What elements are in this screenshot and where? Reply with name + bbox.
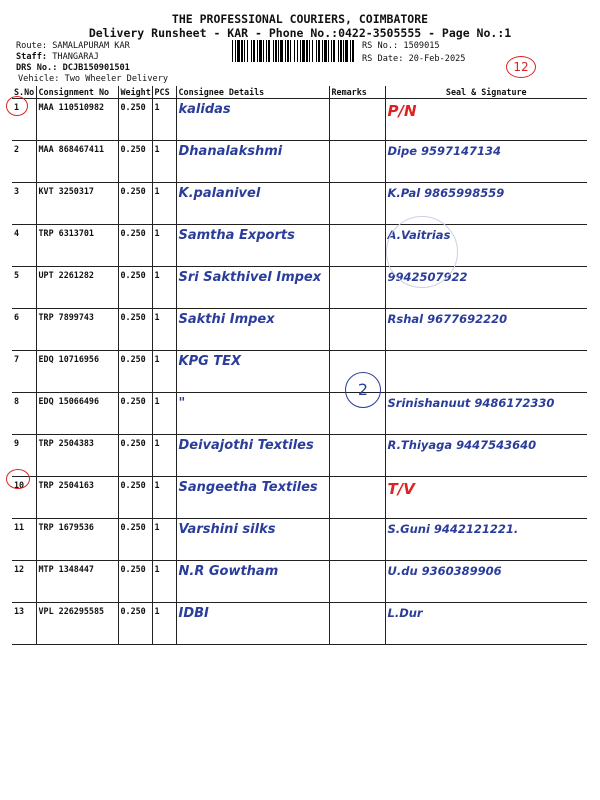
row-signature: R.Thiyaga 9447543640 [385,435,587,477]
table-row [12,519,587,561]
row-remarks [329,225,385,267]
barcode [232,40,354,62]
row-signature: T/V [385,477,587,519]
row-remarks [329,183,385,225]
row-pcs: 1 [152,393,176,435]
table-row [12,393,587,435]
row-signature: Dipe 9597147134 [385,141,587,183]
route-text: Route: SAMALAPURAM KAR [16,41,130,51]
staff-line [16,52,99,62]
row-consignment-no: TRP 2504383 [36,435,118,477]
table-row [12,435,587,477]
table-row [12,309,587,351]
row-pcs: 1 [152,183,176,225]
page-count-annotation: 12 [506,56,536,78]
col-weight: Weight [118,86,152,99]
row-weight: 0.250 [118,477,152,519]
row-signature: L.Dur [385,603,587,645]
col-sno: S.No [14,87,35,97]
row-consignee: N.R Gowtham [176,561,329,603]
row-sno: 7 [12,351,36,393]
runsheet-title: Delivery Runsheet - KAR - Phone No.:0422-3505555 - Page No.:1 [88,26,512,40]
row-consignment-no: EDQ 15066496 [36,393,118,435]
row-weight: 0.250 [118,309,152,351]
row-sno: 8 [12,393,36,435]
row-remarks [329,519,385,561]
row-consignment-no: MAA 110510982 [36,99,118,141]
row-pcs: 1 [152,603,176,645]
runsheet-table [12,86,587,645]
rs-info [362,40,465,66]
row-pcs: 1 [152,225,176,267]
table-header-row [12,86,587,99]
row-consignee: Dhanalakshmi [176,141,329,183]
row-pcs: 1 [152,141,176,183]
row-consignee: kalidas [176,99,329,141]
row-signature: S.Guni 9442121221. [385,519,587,561]
row-sno: 11 [12,519,36,561]
row-consignee: Samtha Exports [176,225,329,267]
row-consignee: " [176,393,329,435]
table-row [12,477,587,519]
col-pcs: PCS [152,86,176,99]
row-consignee: K.palanivel [176,183,329,225]
row-signature: 9942507922 [385,267,587,309]
row-consignment-no: TRP 7899743 [36,309,118,351]
row-consignee: Deivajothi Textiles [176,435,329,477]
faint-stamp [386,216,458,288]
staff-value: THANGARAJ [52,52,99,62]
row-sno: 4 [12,225,36,267]
row-consignment-no: KVT 3250317 [36,183,118,225]
row-remarks [329,477,385,519]
row-consignee: KPG TEX [176,351,329,393]
row1-circle-mark [6,96,28,116]
drs-value: DCJB150901501 [62,63,130,73]
table-row [12,99,587,141]
rs-number: RS No.: 1509015 [362,41,440,51]
row-remarks [329,267,385,309]
row-signature: Rshal 9677692220 [385,309,587,351]
col-signature: Seal & Signature [385,86,587,99]
row-sno: 1 [12,99,36,141]
row-sno: 3 [12,183,36,225]
row-consignee: Sri Sakthivel Impex [176,267,329,309]
drs-line [16,63,130,73]
row-remarks [329,435,385,477]
table-row [12,141,587,183]
row-pcs: 1 [152,99,176,141]
row-signature: P/N [385,99,587,141]
row-signature: K.Pal 9865998559 [385,183,587,225]
bracket-note: 2 [345,372,381,408]
row-weight: 0.250 [118,603,152,645]
row-signature [385,351,587,393]
row-remarks [329,603,385,645]
table-row [12,267,587,309]
row-weight: 0.250 [118,183,152,225]
row-signature: Srinishanuut 9486172330 [385,393,587,435]
row-consignment-no: TRP 2504163 [36,477,118,519]
row-pcs: 1 [152,477,176,519]
row-consignment-no: UPT 2261282 [36,267,118,309]
row-weight: 0.250 [118,99,152,141]
row-sno: 6 [12,309,36,351]
row-weight: 0.250 [118,225,152,267]
row-sno: 5 [12,267,36,309]
row-weight: 0.250 [118,267,152,309]
row-consignment-no: EDQ 10716956 [36,351,118,393]
row-weight: 0.250 [118,141,152,183]
table-row [12,603,587,645]
table-row [12,225,587,267]
row-consignment-no: MAA 868467411 [36,141,118,183]
row-pcs: 1 [152,435,176,477]
row-remarks [329,99,385,141]
row-pcs: 1 [152,561,176,603]
staff-label: Staff: [16,52,48,62]
table-row [12,561,587,603]
row-signature: A.Vaitrias [385,225,587,267]
row-sno: 9 [12,435,36,477]
row-consignment-no: TRP 1679536 [36,519,118,561]
row-pcs: 1 [152,267,176,309]
row-consignment-no: MTP 1348447 [36,561,118,603]
table-row [12,183,587,225]
row-consignee: IDBI [176,603,329,645]
col-remarks: Remarks [329,86,385,99]
row-weight: 0.250 [118,519,152,561]
row10-circle-mark [6,469,30,489]
row-consignee: Sangeetha Textiles [176,477,329,519]
row-consignee: Varshini silks [176,519,329,561]
col-consignment: Consignment No [36,86,118,99]
row-remarks [329,141,385,183]
row-weight: 0.250 [118,561,152,603]
row-pcs: 1 [152,309,176,351]
row-weight: 0.250 [118,393,152,435]
row-sno: 13 [12,603,36,645]
row-consignment-no: TRP 6313701 [36,225,118,267]
row-sno: 12 [12,561,36,603]
vehicle-text: Vehicle: Two Wheeler Delivery [18,74,169,84]
col-consignee: Consignee Details [176,86,329,99]
row-pcs: 1 [152,519,176,561]
company-title: THE PROFESSIONAL COURIERS, COIMBATORE [171,12,429,26]
table-row [12,351,587,393]
row-remarks [329,561,385,603]
row-pcs: 1 [152,351,176,393]
row-signature: U.du 9360389906 [385,561,587,603]
rs-date: RS Date: 20-Feb-2025 [362,54,466,64]
row-weight: 0.250 [118,435,152,477]
row-sno: 10 [12,477,36,519]
row-remarks [329,309,385,351]
drs-label: DRS No.: [16,63,58,73]
row-weight: 0.250 [118,351,152,393]
row-consignee: Sakthi Impex [176,309,329,351]
row-sno: 2 [12,141,36,183]
row-consignment-no: VPL 226295585 [36,603,118,645]
